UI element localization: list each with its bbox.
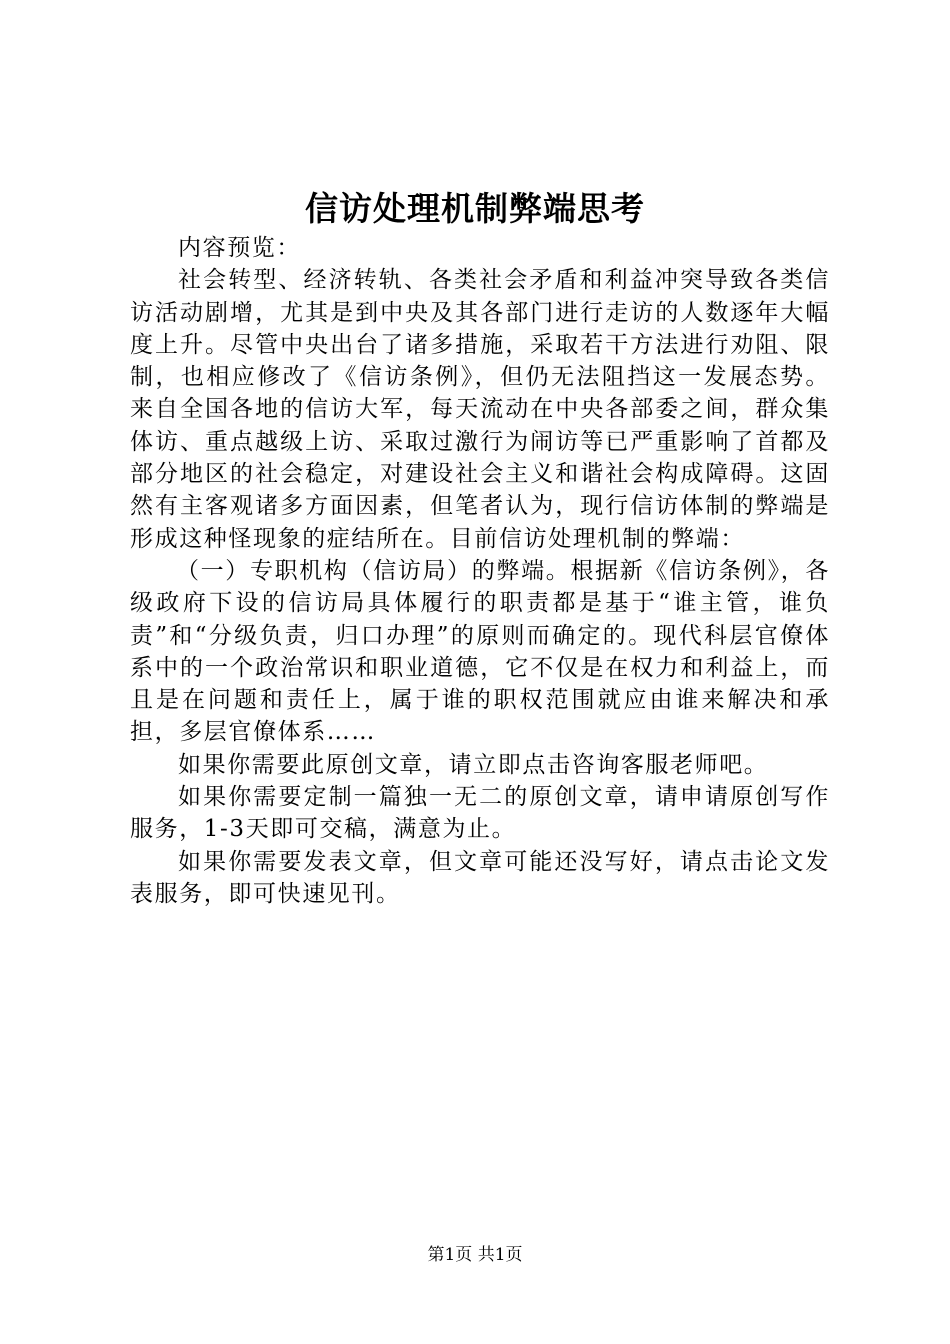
preview-label: 内容预览： [178,235,301,261]
document-body [130,232,830,910]
page-title: 信访处理机制弊端思考 [305,189,645,228]
page-footer: 第1页 共1页 [427,1245,523,1265]
paragraph-publishing-service: 如果你需要发表文章，但文章可能还没写好，请点击论文发表服务，即可快速见刊。 [130,848,830,907]
paragraph-custom-writing: 如果你需要定制一篇独一无二的原创文章，请申请原创写作服务，1-3天即可交稿，满意为止。 [130,784,830,843]
paragraph-contact-service: 如果你需要此原创文章，请立即点击咨询客服老师吧。 [178,751,769,778]
paragraph-intro: 社会转型、经济转轨、各类社会矛盾和利益冲突导致各类信访活动剧增，尤其是到中央及其各部门进行走访的人数逐年大幅度上升。尽管中央出台了诸多措施，采取若干方法进行劝阻、限制，也相应修改了《信访条例》，但仍无法阻挡这一发展态势。来自全国各地的信访大军，每天流动在中央各部委之间，群众集体访、重点越级上访、采取过激行为闹访等已严重影响了首都及部分地区的社会稳定，对建设社会主义和谐社会构成障碍。这固然有主客观诸多方面因素，但笔者认为，现行信访体制的弊端是形成这种怪现象的症结所在。目前信访处理机制的弊端： [130,267,830,552]
paragraph-section-one: （一）专职机构（信访局）的弊端。根据新《信访条例》，各级政府下设的信访局具体履行的职责都是基于“谁主管，谁负责”和“分级负责，归口办理”的原则而确定的。现代科层官僚体系中的一个政治常识和职业道德，它不仅是在权力和利益上，而且是在问题和责任上，属于谁的职权范围就应由谁来解决和承担，多层官僚体系…… [130,557,830,746]
